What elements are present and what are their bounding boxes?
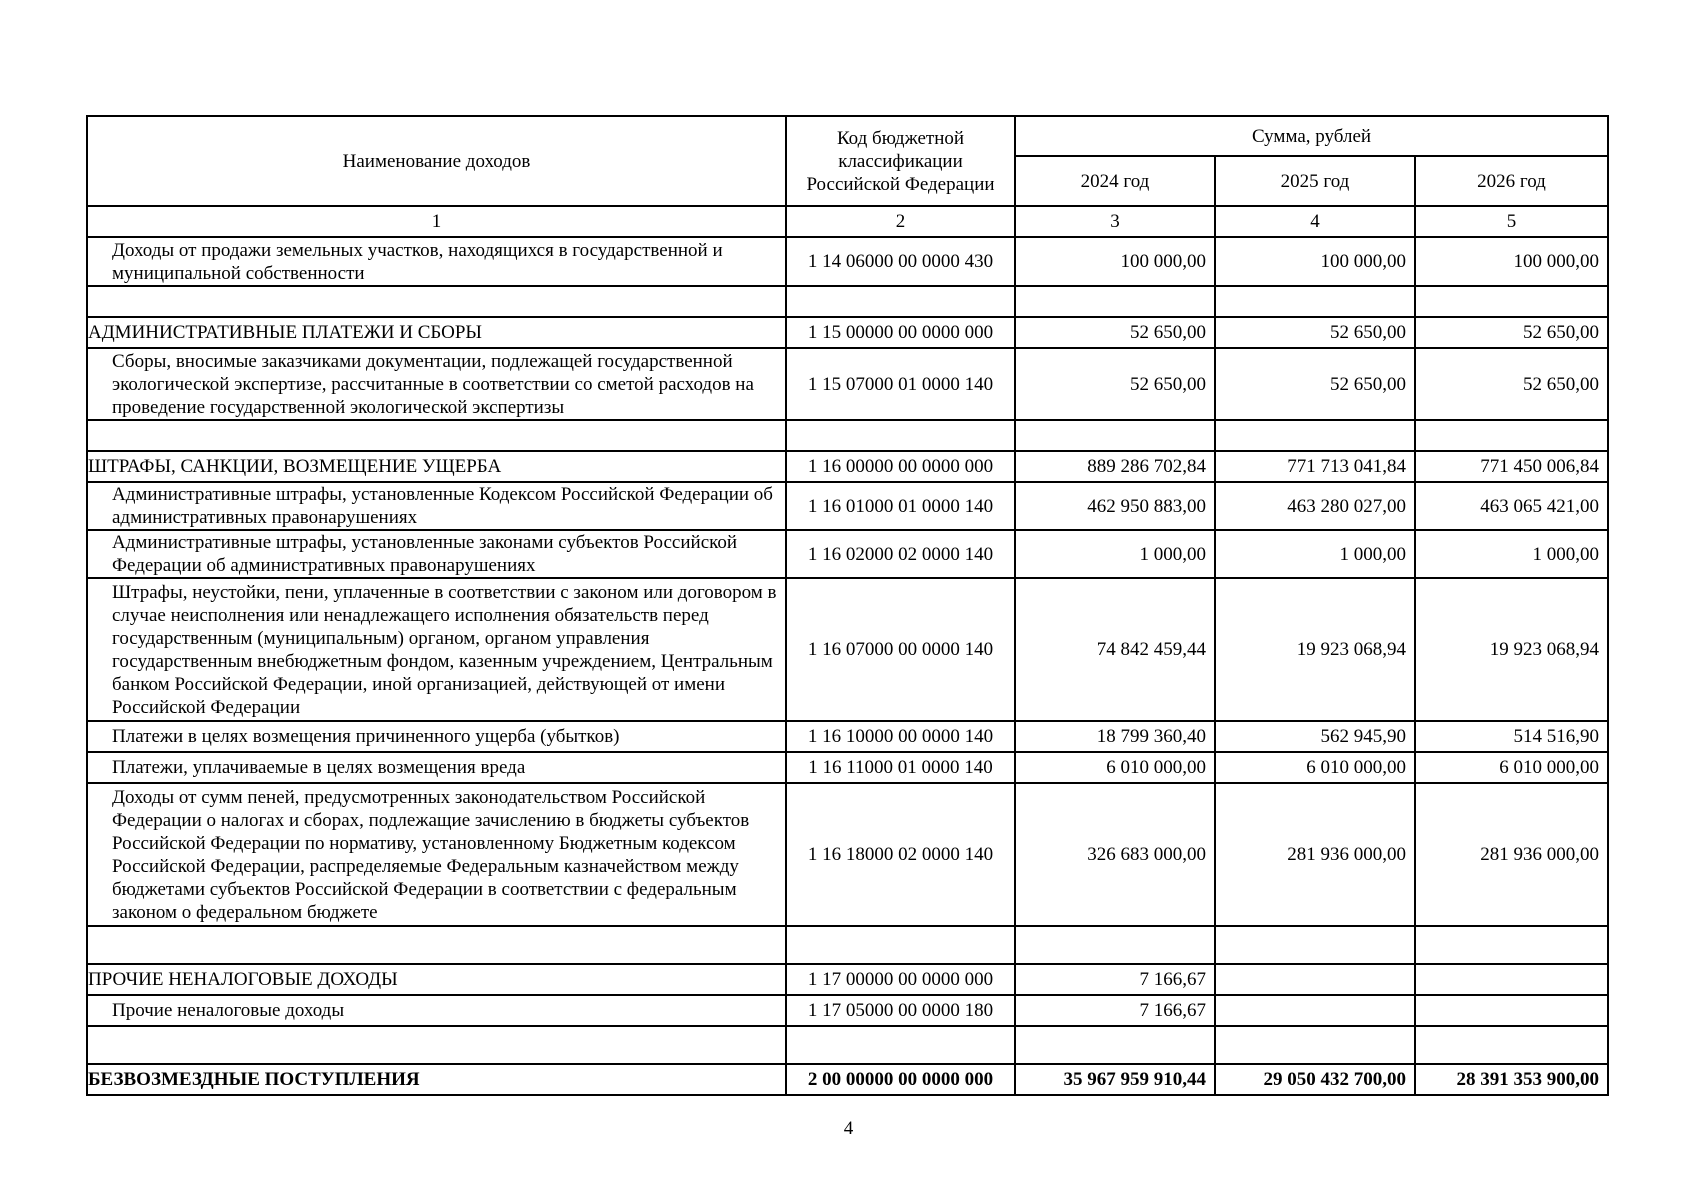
row-value-2026: 6 010 000,00 [1415,752,1608,783]
row-value-2026 [1415,964,1608,995]
row-value-2024: 889 286 702,84 [1015,451,1215,482]
row-name: Прочие неналоговые доходы [87,995,786,1026]
row-value-2025: 29 050 432 700,00 [1215,1064,1415,1095]
row-value-2026: 100 000,00 [1415,237,1608,286]
row-value-2025: 562 945,90 [1215,721,1415,752]
row-value-2025 [1215,964,1415,995]
row-value-2025: 463 280 027,00 [1215,482,1415,530]
table-row [87,1064,1608,1095]
row-code: 1 15 07000 01 0000 140 [786,348,1015,420]
header-code: Код бюджетной классификации Российской Федерации [786,116,1015,206]
table-row [87,783,1608,926]
row-value-2024: 7 166,67 [1015,964,1215,995]
row-value-2026: 28 391 353 900,00 [1415,1064,1608,1095]
spacer-row [87,1026,1608,1064]
column-number-row [87,206,1608,237]
row-name: АДМИНИСТРАТИВНЫЕ ПЛАТЕЖИ И СБОРЫ [87,317,786,348]
spacer-row [87,926,1608,964]
table-row [87,451,1608,482]
row-code: 1 16 02000 02 0000 140 [786,530,1015,578]
row-name: БЕЗВОЗМЕЗДНЫЕ ПОСТУПЛЕНИЯ [87,1064,786,1095]
row-value-2024: 6 010 000,00 [1015,752,1215,783]
row-name: Административные штрафы, установленные Кодексом Российской Федерации об административных правонарушениях [87,482,786,530]
row-value-2026: 52 650,00 [1415,348,1608,420]
row-value-2025: 6 010 000,00 [1215,752,1415,783]
row-name: Штрафы, неустойки, пени, уплаченные в соответствии с законом или договором в случае неисполнения или ненадлежащего исполнения обязательств перед государственным (муниципальным) органом, органом управления государственным внебюджетным фондом, казенным учреждением, Центральным банком Российской Федерации, иной организацией, действующей от имени Российской Федерации [87,578,786,721]
header-sum: Сумма, рублей [1015,116,1608,156]
row-code: 1 16 01000 01 0000 140 [786,482,1015,530]
row-name: Административные штрафы, установленные законами субъектов Российской Федерации об административных правонарушениях [87,530,786,578]
header-year-2025: 2025 год [1215,156,1415,206]
row-value-2025: 100 000,00 [1215,237,1415,286]
row-code: 1 17 05000 00 0000 180 [786,995,1015,1026]
row-value-2025: 771 713 041,84 [1215,451,1415,482]
row-value-2024: 100 000,00 [1015,237,1215,286]
table-row [87,964,1608,995]
row-value-2024: 52 650,00 [1015,317,1215,348]
table-row [87,995,1608,1026]
row-value-2024: 18 799 360,40 [1015,721,1215,752]
row-value-2026: 19 923 068,94 [1415,578,1608,721]
row-value-2024: 35 967 959 910,44 [1015,1064,1215,1095]
page-number: 4 [843,1118,854,1139]
table-row [87,482,1608,530]
row-code: 1 16 10000 00 0000 140 [786,721,1015,752]
header-year-2024: 2024 год [1015,156,1215,206]
row-value-2025: 19 923 068,94 [1215,578,1415,721]
header-year-2026: 2026 год [1415,156,1608,206]
row-value-2024: 74 842 459,44 [1015,578,1215,721]
table-row [87,578,1608,721]
table-row [87,721,1608,752]
row-value-2026: 771 450 006,84 [1415,451,1608,482]
row-code: 1 16 11000 01 0000 140 [786,752,1015,783]
row-name: Сборы, вносимые заказчиками документации, подлежащей государственной экологической экспертизе, рассчитанные в соответствии со сметой расходов на проведение государственной экологической экспертизы [87,348,786,420]
row-code: 1 16 18000 02 0000 140 [786,783,1015,926]
row-value-2024: 1 000,00 [1015,530,1215,578]
row-value-2026 [1415,995,1608,1026]
table-row [87,237,1608,286]
row-value-2025: 281 936 000,00 [1215,783,1415,926]
table-row [87,348,1608,420]
row-value-2025: 52 650,00 [1215,317,1415,348]
row-value-2026: 514 516,90 [1415,721,1608,752]
row-value-2024: 52 650,00 [1015,348,1215,420]
row-value-2024: 462 950 883,00 [1015,482,1215,530]
row-code: 2 00 00000 00 0000 000 [786,1064,1015,1095]
row-value-2026: 1 000,00 [1415,530,1608,578]
column-number: 1 [87,206,786,237]
column-number: 2 [786,206,1015,237]
row-value-2024: 326 683 000,00 [1015,783,1215,926]
column-number: 5 [1415,206,1608,237]
row-code: 1 14 06000 00 0000 430 [786,237,1015,286]
row-name: Платежи в целях возмещения причиненного ущерба (убытков) [87,721,786,752]
row-code: 1 16 07000 00 0000 140 [786,578,1015,721]
row-value-2026: 281 936 000,00 [1415,783,1608,926]
table-row [87,530,1608,578]
row-code: 1 15 00000 00 0000 000 [786,317,1015,348]
row-value-2025: 1 000,00 [1215,530,1415,578]
spacer-row [87,420,1608,451]
row-name: Доходы от сумм пеней, предусмотренных законодательством Российской Федерации о налогах и сборах, подлежащие зачислению в бюджеты субъектов Российской Федерации по нормативу, установленному Бюджетным кодексом Российской Федерации, распределяемые Федеральным казначейством между бюджетами субъектов Российской Федерации в соответствии с федеральным законом о федеральном бюджете [87,783,786,926]
revenue-table [86,115,1609,1096]
table-row [87,752,1608,783]
row-name: Платежи, уплачиваемые в целях возмещения вреда [87,752,786,783]
header-name: Наименование доходов [87,116,786,206]
row-code: 1 16 00000 00 0000 000 [786,451,1015,482]
column-number: 3 [1015,206,1215,237]
table-row [87,317,1608,348]
column-number: 4 [1215,206,1415,237]
row-code: 1 17 00000 00 0000 000 [786,964,1015,995]
row-value-2026: 52 650,00 [1415,317,1608,348]
row-value-2024: 7 166,67 [1015,995,1215,1026]
spacer-row [87,286,1608,317]
row-name: ШТРАФЫ, САНКЦИИ, ВОЗМЕЩЕНИЕ УЩЕРБА [87,451,786,482]
row-name: Доходы от продажи земельных участков, находящихся в государственной и муниципальной собственности [87,237,786,286]
row-value-2025 [1215,995,1415,1026]
header-row [87,116,1608,156]
row-value-2025: 52 650,00 [1215,348,1415,420]
row-name: ПРОЧИЕ НЕНАЛОГОВЫЕ ДОХОДЫ [87,964,786,995]
row-value-2026: 463 065 421,00 [1415,482,1608,530]
